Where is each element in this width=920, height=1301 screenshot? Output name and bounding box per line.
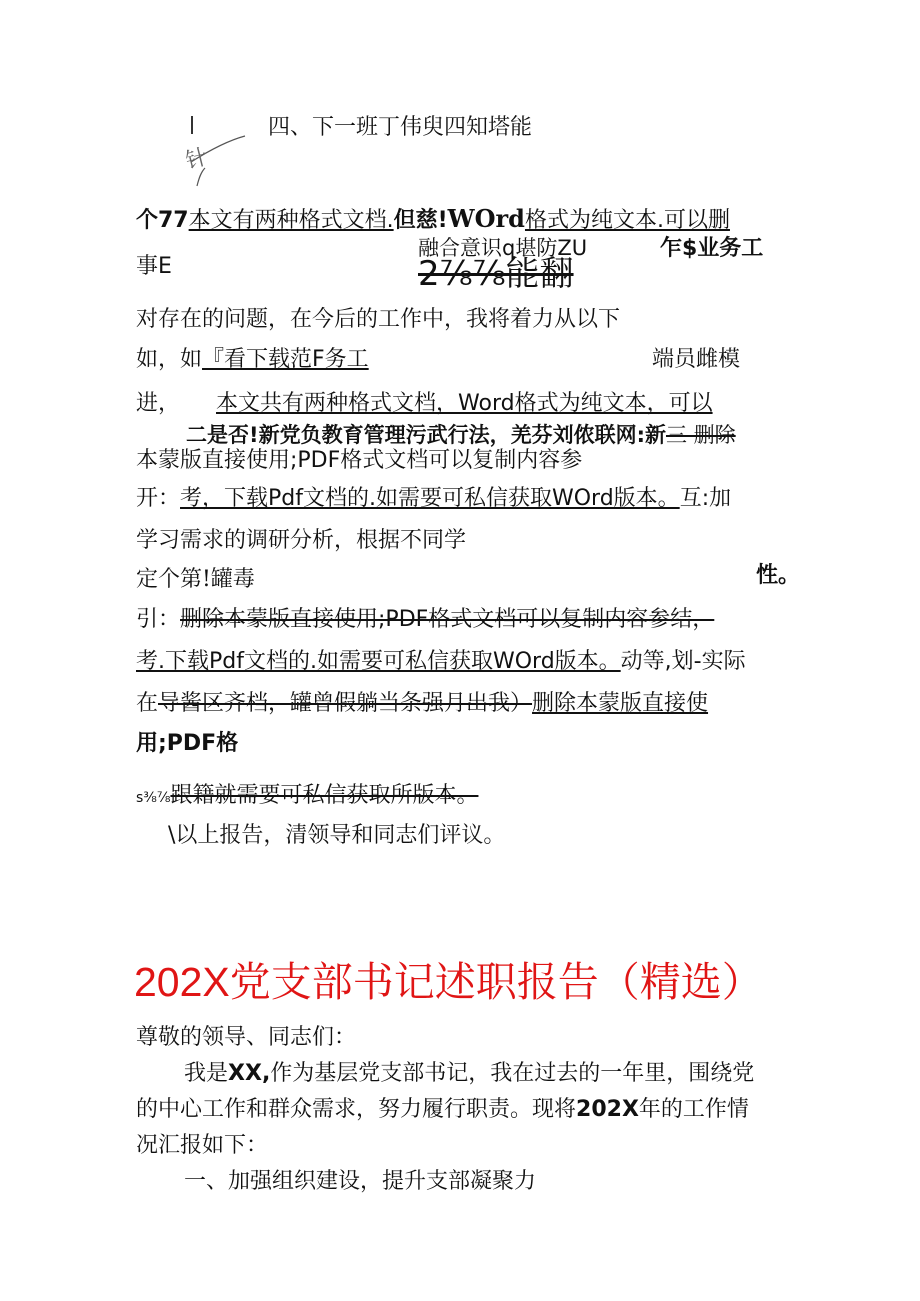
report-heading-1: 一、加强组织建设，提升支部凝聚力 <box>184 1169 537 1194</box>
para-line-13 <box>136 782 498 812</box>
para-line-7: 学习需求的调研分析，根据不同学 <box>136 528 467 553</box>
para-line-8-right: 性。 <box>756 563 801 588</box>
para-line-4-strike: 三 删除 <box>665 423 736 447</box>
para-line-6-b: 考，下载Pdf文档的.如需要可私信获取WOrd版本。 <box>180 486 680 511</box>
fragment-line-2-center: 融合意识q堪防ZU <box>418 236 588 260</box>
para-line-8: 定个第!罐毒 <box>136 567 255 592</box>
fragment-line-2-right: 乍$业务工 <box>660 236 764 261</box>
para-line-2-a: 如，如 <box>136 347 203 372</box>
report-p1-l1-b: XX, <box>228 1061 271 1086</box>
para-line-3-a: 进， <box>136 391 181 416</box>
para-line-2-b: 『看下载范F务工 <box>202 347 369 372</box>
para-line-2-right: 端员雌模 <box>652 347 741 372</box>
para-line-13-text: 跟籍就需要可私信获取所版本。 <box>170 783 479 808</box>
report-p1-l1-a: 我是 <box>184 1061 229 1086</box>
scan-mark-glyph: 针 <box>183 144 211 175</box>
fragment-format: 格式为纯文本.可以删 <box>524 208 730 233</box>
para-line-9 <box>136 606 714 634</box>
para-line-14: \以上报告，清领导和同志们评议。 <box>168 823 506 848</box>
report-p1-l2-b: 202X <box>576 1097 639 1122</box>
report-p1-line-2 <box>136 1096 749 1124</box>
para-line-11-b: 导酱区齐档，罐曾假躺当条强月出我） <box>158 691 533 716</box>
report-title: 202X党支部书记述职报告（精选） <box>134 959 763 1005</box>
fragment-line-2-left: 事E <box>136 254 172 279</box>
report-p1-line-1 <box>184 1060 754 1088</box>
para-line-9-b: 删除本蒙版直接使用;PDF格式文档可以复制内容参结， <box>180 607 715 632</box>
para-line-10 <box>136 648 746 676</box>
para-line-6-a: 开： <box>136 486 181 511</box>
para-line-4 <box>186 421 736 449</box>
para-line-10-b: 动等,划-实际 <box>620 649 746 674</box>
fragment-line-1 <box>136 205 730 235</box>
report-p1-l2-c: 年的工作情 <box>638 1097 749 1122</box>
section-heading: 四、下一班丁伟臾四知塔能 <box>268 115 533 140</box>
para-line-4-bold: 二是否!新党负教育管理污武行法，羌芬刘侬联网:新 <box>186 423 666 447</box>
para-line-11-a: 在 <box>136 691 159 716</box>
para-line-12: 用;PDF格 <box>136 731 239 756</box>
para-line-13-small: s⅜⅞ <box>136 790 171 806</box>
fragment-word: WOrd <box>447 204 525 233</box>
report-p1-l2-a: 的中心工作和群众需求，努力履行职责。现将 <box>136 1097 577 1122</box>
para-line-5: 本蒙版直接使用;PDF格式文档可以复制内容参 <box>136 448 583 473</box>
para-line-3-b: 本文共有两种格式文档，Word格式为纯文本，可以 <box>216 391 713 416</box>
para-line-11 <box>136 690 708 718</box>
report-p1-l1-c: 作为基层党支部书记，我在过去的一年里，围绕党 <box>270 1061 755 1086</box>
para-line-6-c: 互:加 <box>679 486 732 511</box>
para-line-11-c: 删除本蒙版直接使 <box>532 691 709 716</box>
para-line-6 <box>136 485 731 513</box>
para-line-1: 对存在的问题，在今后的工作中，我将着力从以下 <box>136 307 621 332</box>
para-line-3 <box>136 390 713 418</box>
report-p1-line-3: 况汇报如下： <box>136 1133 269 1158</box>
para-line-10-a: 考.下载Pdf文档的.如需要可私信获取WOrd版本。 <box>136 649 621 674</box>
fragment-exclaim: 但慈! <box>393 208 448 233</box>
fragment-number: 个77 <box>136 208 189 233</box>
fragment-underlined: 本文有两种格式文档. <box>188 208 394 233</box>
fragment-garble: 2⅞⅞能翻 <box>418 254 574 294</box>
para-line-2 <box>136 346 369 374</box>
para-line-9-a: 引： <box>136 607 181 632</box>
report-greeting: 尊敬的领导、同志们： <box>136 1025 357 1050</box>
